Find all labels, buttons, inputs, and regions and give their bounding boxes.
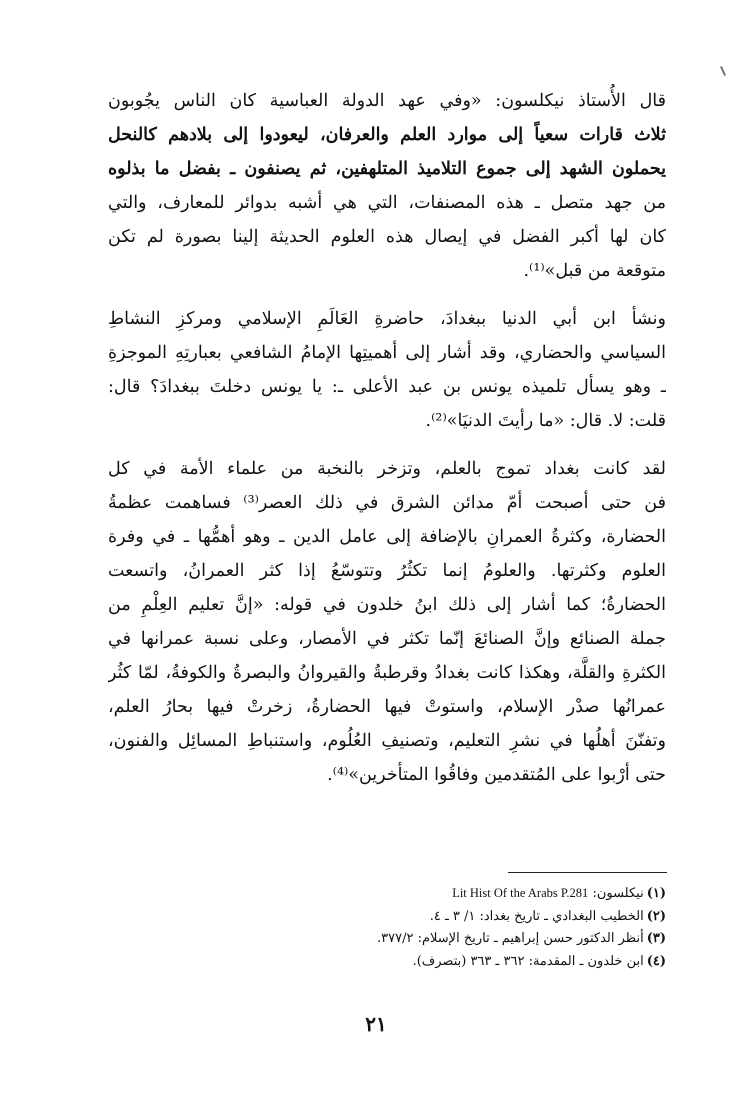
- footnote-text: الخطيب البغدادي ـ تاريخ بغداد: ١/ ٣ ـ ٤.: [429, 908, 644, 924]
- footnote-text: نيكلسون:: [592, 886, 644, 901]
- main-text: [108, 84, 666, 792]
- text-line: قلت: لا. قال: «ما رأيتَ الدنيَا»⁽²⁾.: [425, 411, 666, 431]
- text-line: متوقعة من قبل»⁽¹⁾.: [523, 261, 666, 281]
- footnote-number: (١): [646, 886, 666, 901]
- text-line: كان لها أكبر الفضل في إيصال هذه العلوم الحديثة إلينا بصورة لم تكن: [108, 227, 666, 247]
- text-line: العلوم وكثرتها. والعلومُ إنما تكثُرُ وتتوسّعُ إذا كثر العمرانُ، واتسعت: [108, 561, 666, 581]
- footnote: [260, 951, 666, 974]
- text-line: حتى أرْبوا على المُتقدمين وفاقُوا المتأخرين»⁽⁴⁾.: [327, 765, 666, 785]
- footnote-reference: Lit Hist Of the Arabs P.281: [452, 886, 589, 900]
- footnote-number: (٢): [646, 908, 666, 924]
- paragraph: [108, 302, 666, 438]
- text-line: من جهد متصل ـ هذه المصنفات، التي هي أشبه بدوائر للمعارف، والتي: [108, 193, 666, 213]
- footnote-number: (٣): [646, 931, 666, 946]
- text-line: قال الأُستاذ نيكلسون: «وفي عهد الدولة العباسية كان الناس يجُوبون: [108, 91, 666, 111]
- footnote-separator: [508, 872, 667, 873]
- text-line: لقد كانت بغداد تموج بالعلم، وتزخر بالنخبة من علماء الأمة في كل: [108, 459, 666, 479]
- footnote: [260, 882, 666, 906]
- footnote-text: أنظر الدكتور حسن إبراهيم ـ تاريخ الإسلام: ٣٧٧/٢.: [377, 931, 644, 946]
- text-line: جملة الصنائع وإنَّ الصنائعَ إنّما تكثر في الأمصار، وعلى نسبة عمرانها في: [108, 629, 666, 649]
- footnotes: [260, 882, 666, 973]
- paragraph: [108, 452, 666, 792]
- text-line: ـ وهو يسأل تلميذه يونس بن عبد الأعلى ـ: يا يونس دخلتَ ببغدادَ؟ قال:: [108, 377, 666, 397]
- text-line: الكثرةِ والقلَّة، وهكذا كانت بغدادُ وقرطبةُ والقيروانُ والبصرةُ والكوفةُ، لمّا كثُر: [108, 663, 666, 683]
- text-line: ثلاث قارات سعياً إلى موارد العلم والعرفان، ليعودوا إلى بلادهم كالنحل: [108, 125, 666, 145]
- footnote-number: (٤): [646, 953, 666, 969]
- text-line: وتفنّنَ أهلُها في نشرِ التعليم، وتصنيفِ العُلُوم، واستنباطِ المسائِل والفنون،: [108, 731, 666, 751]
- text-line: ونشأ ابن أبي الدنيا ببغدادَ، حاضرةِ العَالَمِ الإسلامي ومركزِ النشاطِ: [108, 309, 666, 329]
- footnote: [260, 928, 666, 951]
- text-line: فن حتى أصبحت أمّ مدائن الشرق في ذلك العصر⁽³⁾ فساهمت عظمةُ: [108, 493, 666, 513]
- scan-mark: [720, 66, 726, 76]
- page-number: ٢١: [365, 1012, 387, 1036]
- text-line: السياسي والحضاري، وقد أشار إلى أهميتِها الإمامُ الشافعي بعبارتِهِ الموجزةِ: [108, 343, 666, 363]
- footnote: [260, 906, 666, 929]
- text-line: عمرانُها صدْر الإسلام، واستوتْ فيها الحضارةُ، زخرتْ فيها بحارُ العلم،: [108, 697, 666, 717]
- paragraph: [108, 84, 666, 288]
- text-line: الحضارةُ؛ كما أشار إلى ذلك ابنُ خلدون في قوله: «إنَّ تعليم العِلْمِ من: [108, 595, 666, 615]
- text-line: يحملون الشهد إلى جموع التلاميذ المتلهفين، ثم يصنفون ـ بفضل ما بذلوه: [108, 159, 666, 179]
- text-line: الحضارة، وكثرةُ العمرانِ بالإضافة إلى عامل الدين ـ وهو أهمُّها ـ في وفرة: [108, 527, 666, 547]
- footnote-text: ابن خلدون ـ المقدمة: ٣٦٢ ـ ٣٦٣ (بتصرف).: [412, 953, 644, 969]
